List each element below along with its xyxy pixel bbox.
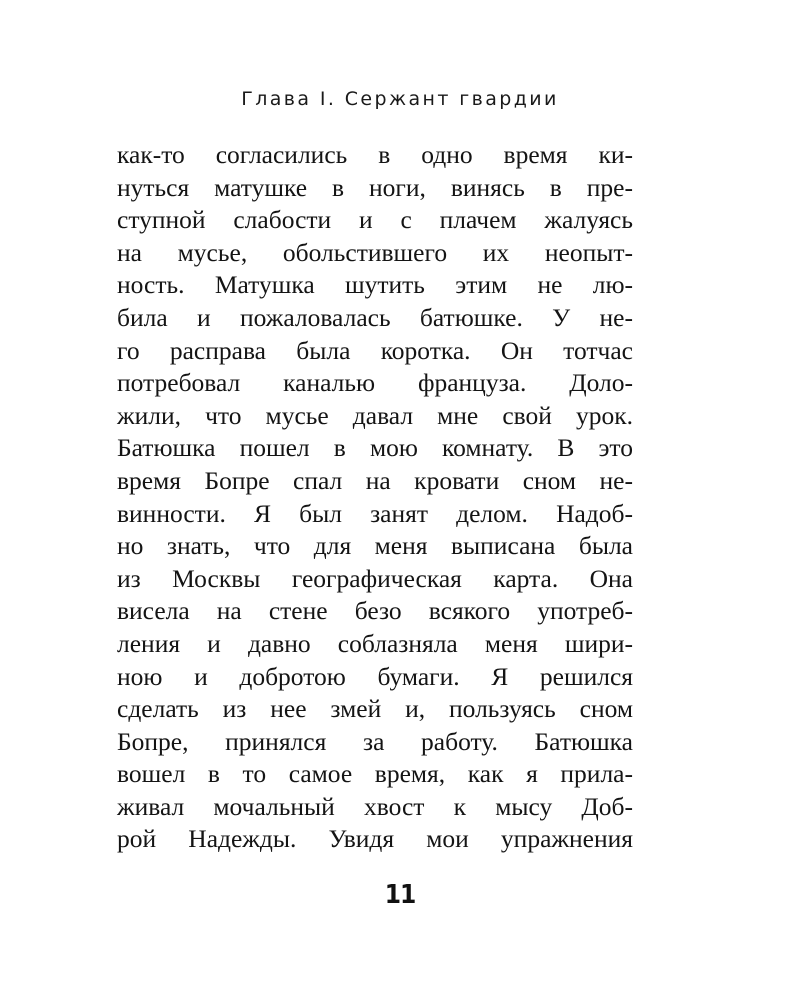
text-line: нуться матушке в ноги, винясь в пре-: [117, 172, 633, 202]
text-line: го расправа была коротка. Он тотчас: [117, 335, 633, 365]
text-line: из Москвы географическая карта. Она: [117, 563, 633, 593]
page-number: 11: [384, 880, 416, 910]
text-line: как-то согласились в одно время ки-: [117, 140, 633, 169]
body-text: [117, 139, 633, 856]
text-line: на мусье, обольстившего их неопыт-: [117, 237, 633, 267]
text-line: вошел в то самое время, как я прила-: [117, 759, 633, 789]
text-line: ления и давно соблазняла меня шири-: [117, 628, 633, 658]
running-head: Глава I. Сержант гвардии: [241, 88, 559, 110]
text-line: винности. Я был занят делом. Надоб-: [117, 498, 633, 528]
text-line: Батюшка пошел в мою комнату. В это: [117, 433, 633, 463]
text-line: висела на стене безо всякого употреб-: [117, 596, 633, 626]
text-line: но знать, что для меня выписана была: [117, 531, 633, 561]
text-line: ною и добротою бумаги. Я решился: [117, 661, 633, 691]
text-line: била и пожаловалась батюшке. У не-: [117, 302, 633, 332]
text-line: жили, что мусье давал мне свой урок.: [117, 400, 633, 430]
text-line: живал мочальный хвост к мысу Доб-: [117, 791, 633, 821]
text-line: потребовал каналью француза. Доло-: [117, 368, 633, 398]
text-line: время Бопре спал на кровати сном не-: [117, 465, 633, 495]
text-line: Бопре, принялся за работу. Батюшка: [117, 726, 633, 756]
text-line: рой Надежды. Увидя мои упражнения: [117, 824, 633, 854]
text-line: ступной слабости и с плачем жалуясь: [117, 205, 633, 235]
text-line: сделать из нее змей и, пользуясь сном: [117, 694, 633, 724]
text-line: ность. Матушка шутить этим не лю-: [117, 270, 633, 300]
